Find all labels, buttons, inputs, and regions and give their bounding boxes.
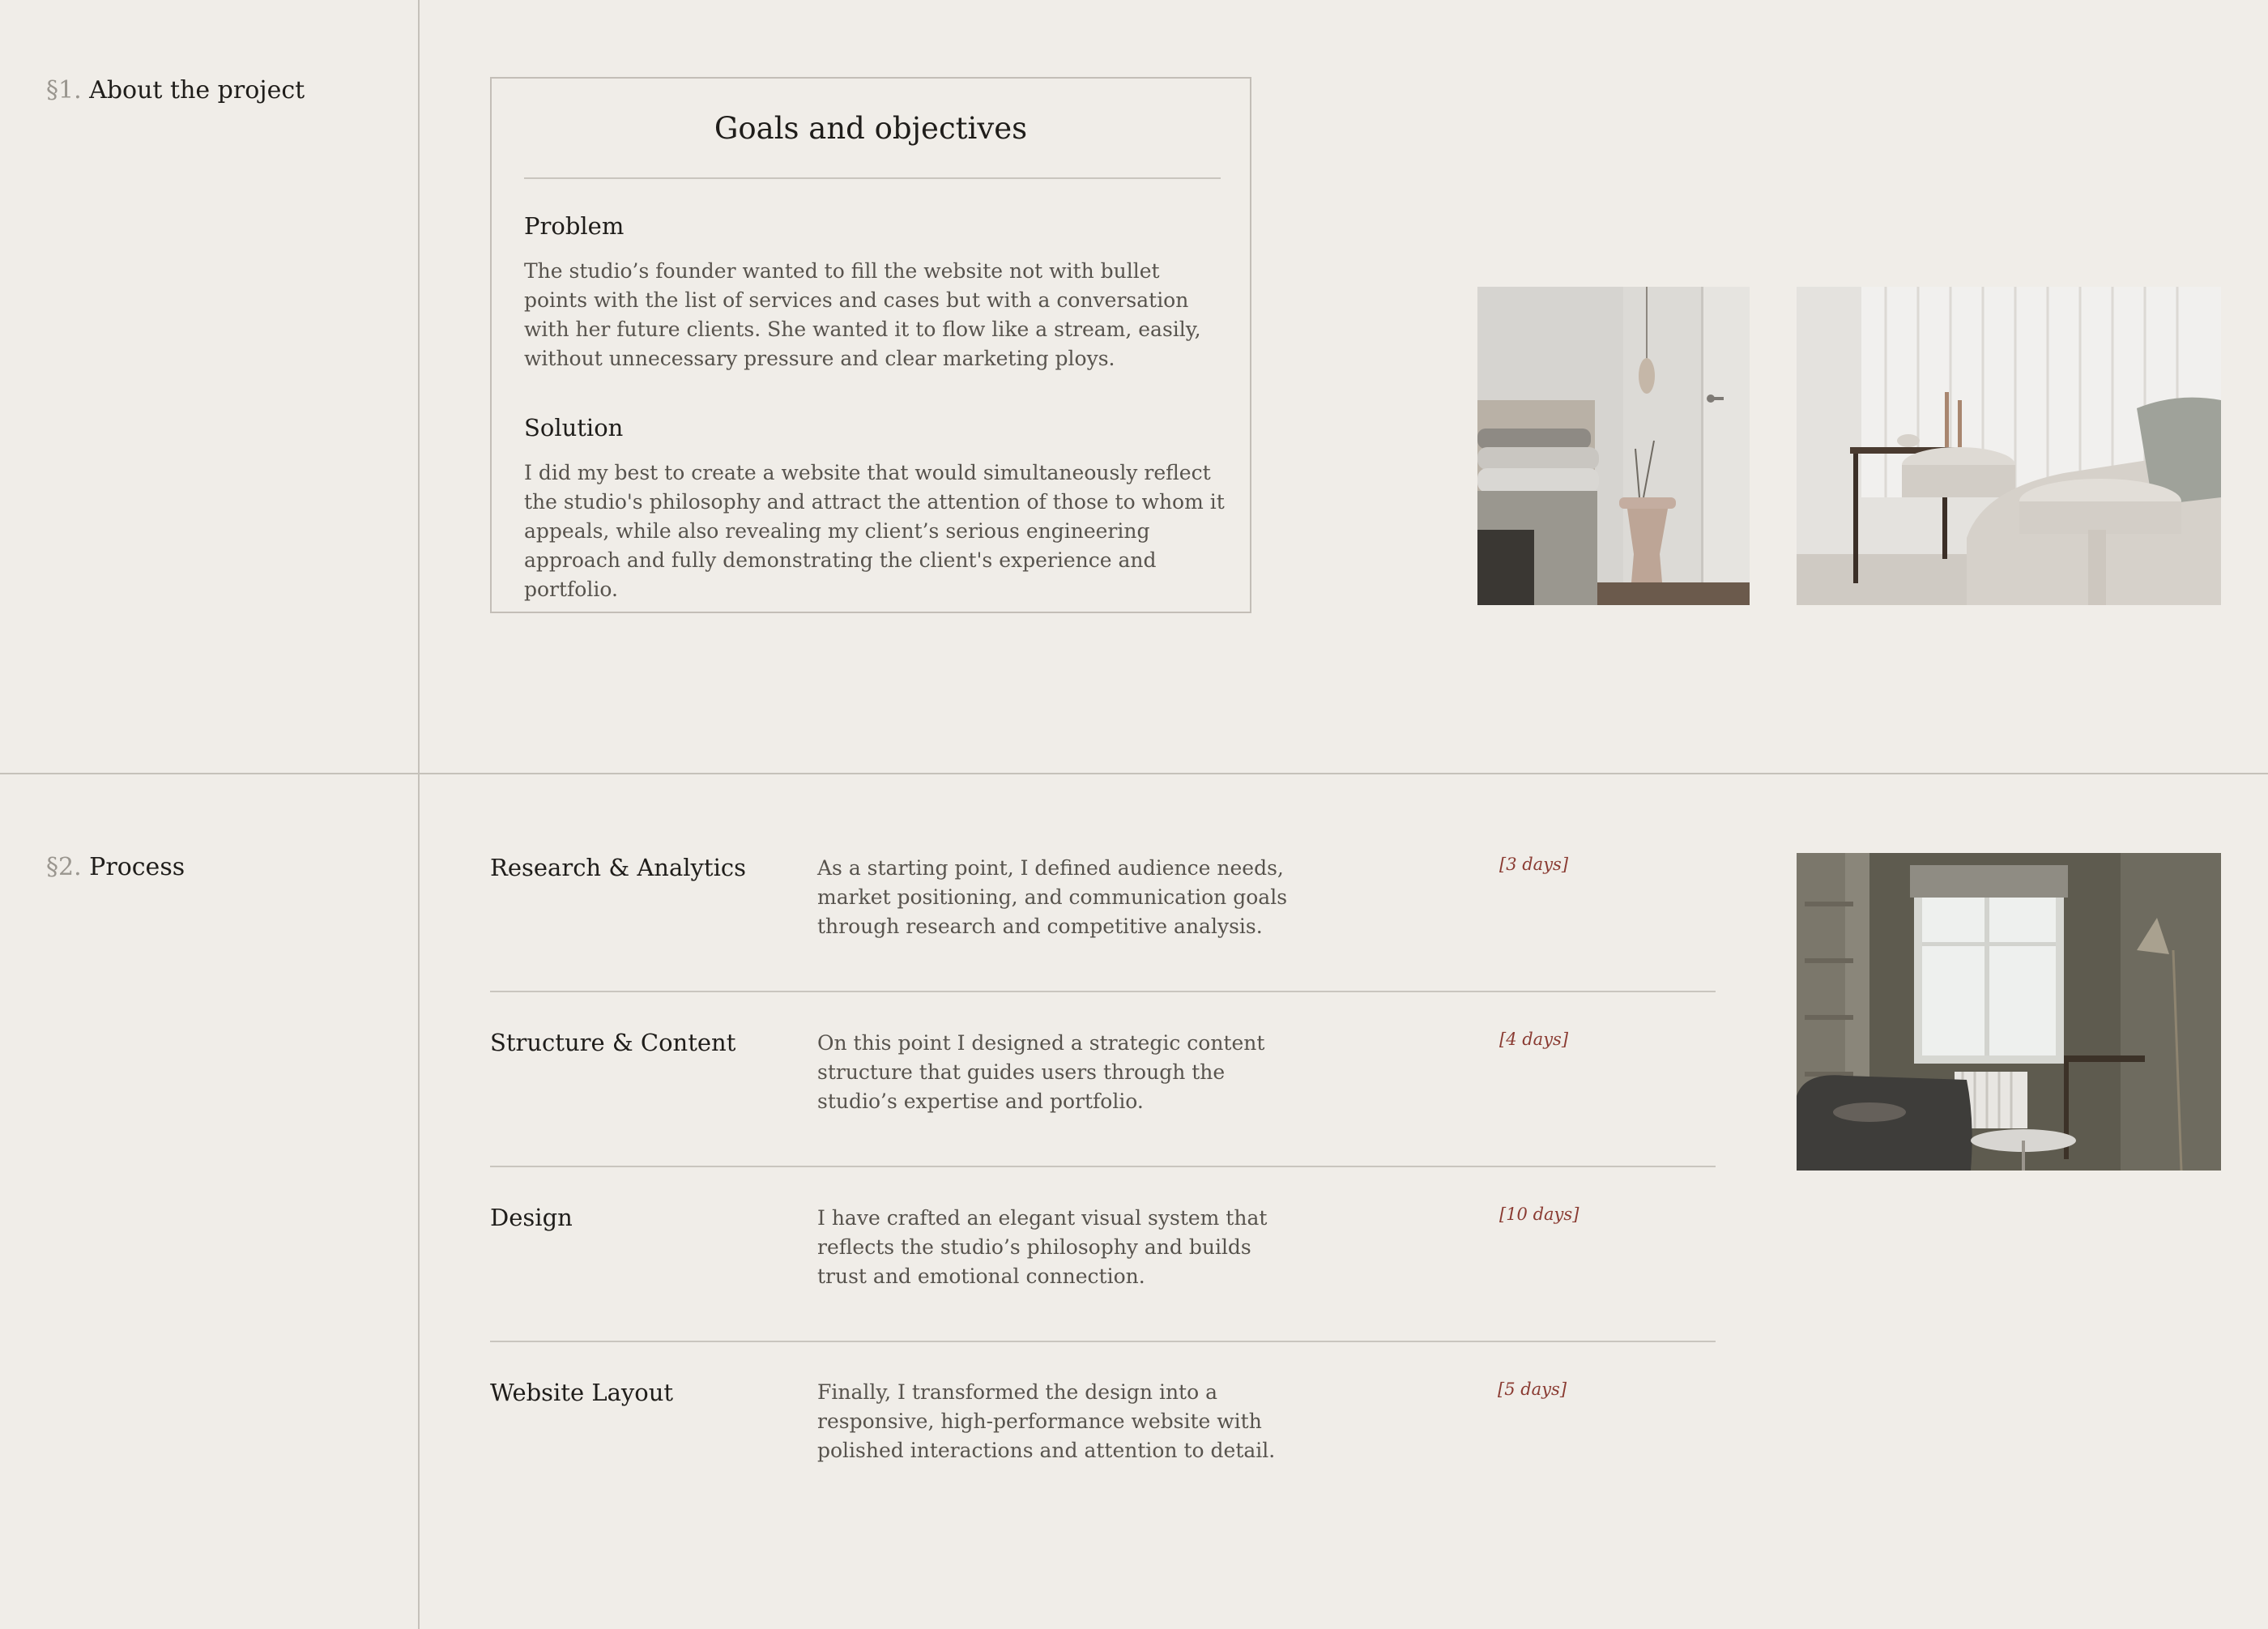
- step-description: On this point I designed a strategic content structure that guides users through the studio’s expertise and portfolio.: [817, 1031, 1265, 1113]
- step-description: I have crafted an elegant visual system that reflects the studio’s philosophy and builds trust and emotional connection.: [817, 1206, 1268, 1288]
- step-divider: [490, 1341, 1716, 1342]
- goals-card: [490, 77, 1251, 613]
- section-label-about: [46, 75, 305, 107]
- goals-divider: [524, 177, 1221, 179]
- bedroom-photo: [1477, 287, 1750, 605]
- step-divider: [490, 1166, 1716, 1167]
- problem-heading: Problem: [524, 212, 625, 240]
- section-title: About the project: [89, 76, 305, 104]
- solution-heading: Solution: [524, 414, 624, 441]
- step-description: Finally, I transformed the design into a responsive, high-performance website with polished interactions and attention to detail.: [817, 1380, 1276, 1462]
- step-title: Design: [490, 1204, 573, 1231]
- step-title: Website Layout: [490, 1379, 674, 1406]
- section-title: Process: [89, 853, 185, 881]
- armchair-photo: [1797, 287, 2221, 605]
- vertical-divider: [418, 0, 420, 1629]
- problem-text: The studio’s founder wanted to fill the website not with bullet points with the list of services and cases but with a conversation with her future clients. She wanted it to flow like a stream, easily, without unnecessary pressure and clear marketing ploys.: [524, 259, 1201, 370]
- step-title: Research & Analytics: [490, 854, 746, 881]
- section-number: §2.: [46, 853, 82, 881]
- step-description: As a starting point, I defined audience needs, market positioning, and communication goals through research and competitive analysis.: [817, 856, 1288, 938]
- section-divider: [0, 773, 2268, 774]
- step-duration: [10 days]: [1499, 1205, 1580, 1224]
- step-duration: [4 days]: [1499, 1030, 1569, 1049]
- section-number: §1.: [46, 76, 82, 104]
- step-duration: [3 days]: [1499, 855, 1569, 874]
- step-title: Structure & Content: [490, 1029, 736, 1056]
- section-label-process: [46, 851, 185, 884]
- step-duration: [5 days]: [1498, 1380, 1567, 1399]
- living-room-photo: [1797, 853, 2221, 1171]
- solution-text: I did my best to create a website that would simultaneously reflect the studio's philosophy and attract the attention of those to whom it appeals, while also revealing my client’s serious engineering approach and fully demonstrating the client's experience and portfolio.: [524, 461, 1225, 601]
- step-divider: [490, 991, 1716, 992]
- goals-title: Goals and objectives: [714, 111, 1028, 146]
